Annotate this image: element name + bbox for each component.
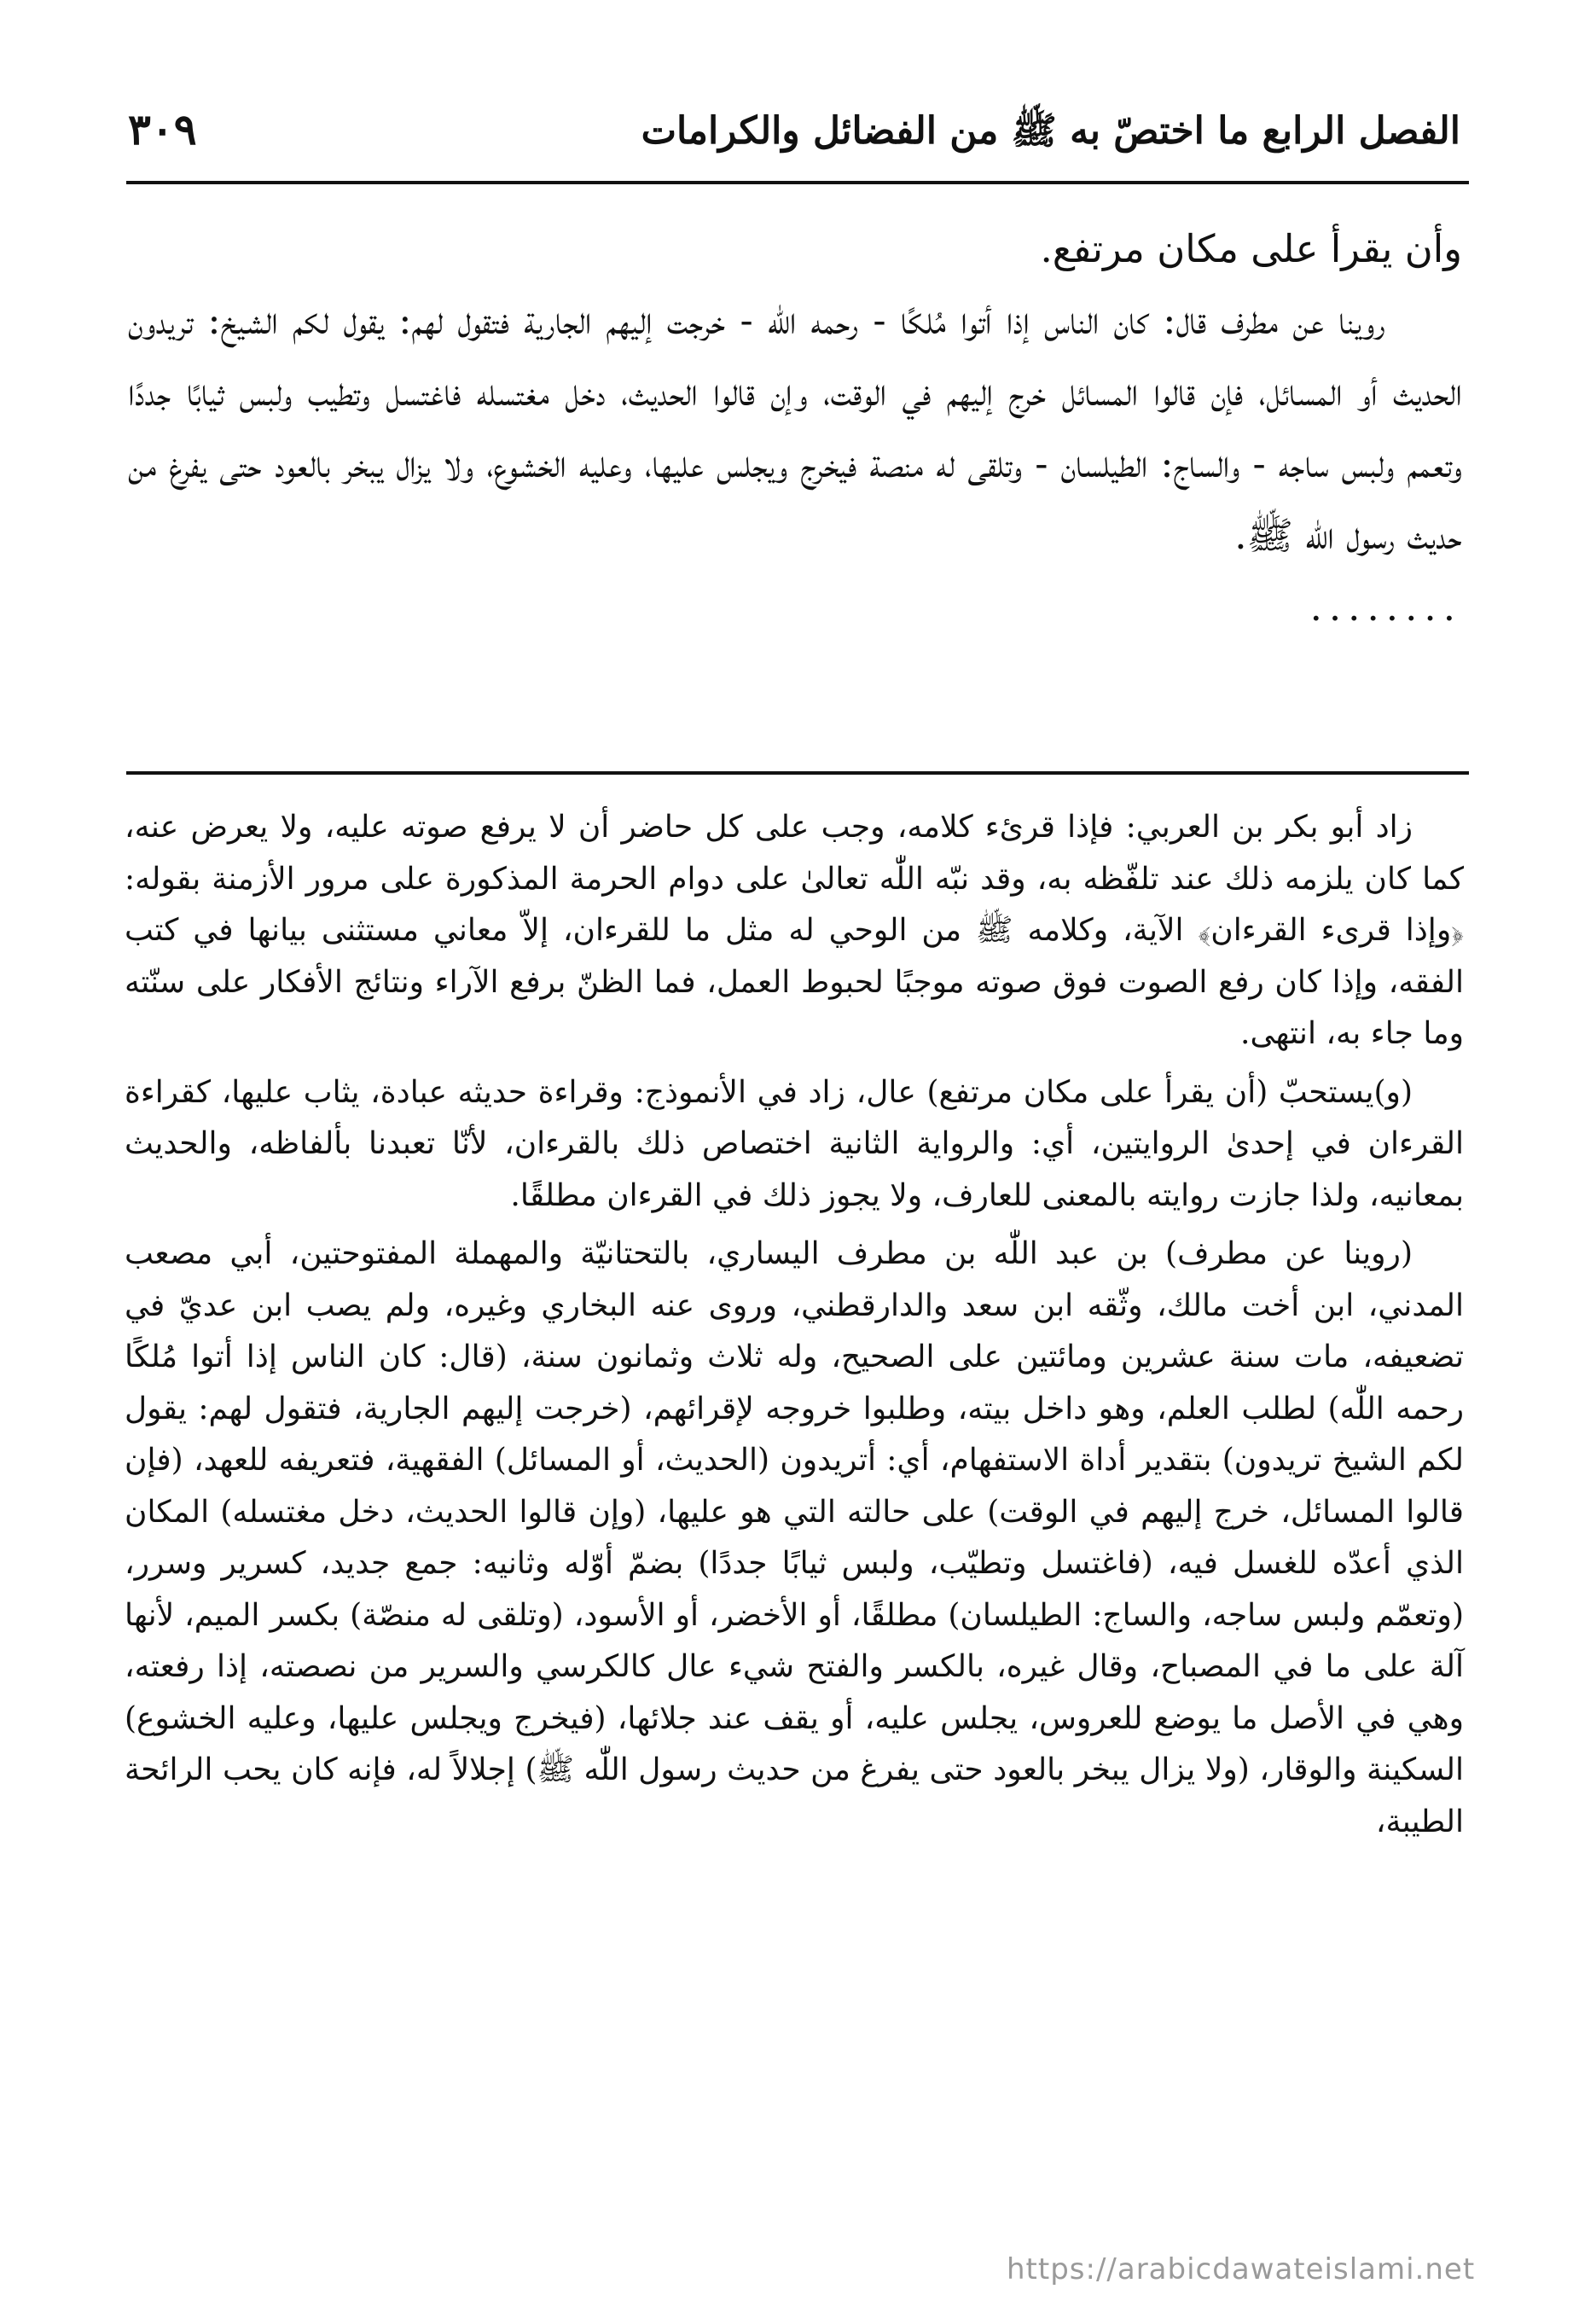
header-divider	[126, 181, 1469, 184]
main-text	[128, 213, 1462, 643]
page-number: ٣٠٩	[128, 104, 197, 154]
commentary-paragraph: (و)يستحبّ (أن يقرأ على مكان مرتفع) عال، زاد في الأنموذج: وقراءة حديثه عبادة، يثاب عليها، كقراءة القرءان في إحدىٰ الروايتين، أي: والرواية الثانية اختصاص ذلك بالقرءان، لأنّا تعبدنا بألفاظه، والحديث بمعانيه، ولذا جازت روايته بالمعنى للعارف، ولا يجوز ذلك في القرءان مطلقًا.	[125, 1074, 1464, 1213]
main-text-paragraph: روينا عن مطرف قال: كان الناس إذا أتوا مُلكًا - رحمه الله - خرجت إليهم الجارية فتقول لهم: يقول لكم الشيخ: تريدون الحديث أو المسائل، فإن قالوا المسائل خرج إليهم في الوقت، وإن قالوا الحديث، دخل مغتسله فاغتسل وتطيب ولبس ثيابًا جددًا وتعمم ولبس ساجه - والساج: الطيلسان - وتلقى له منصة فيخرج ويجلس عليها، وعليه الخشوع، ولا يزال يبخر بالعود حتى يفرغ من حديث رسول الله ﷺ.	[128, 298, 1462, 558]
commentary-paragraph: (روينا عن مطرف) بن عبد اللّٰه بن مطرف اليساري، بالتحتانيّة والمهملة المفتوحتين، أبي مصعب المدني، ابن أخت مالك، وثّقه ابن سعد والدارقطني، وروى عنه البخاري وغيره، ولم يصب ابن عديّ في تضعيفه، مات سنة عشرين ومائتين على الصحيح، وله ثلاث وثمانون سنة، (قال: كان الناس إذا أتوا مُلكًا رحمه اللّٰه) لطلب العلم، وهو داخل بيته، وطلبوا خروجه لإقرائهم، (خرجت إليهم الجارية، فتقول لهم: يقول لكم الشيخ تريدون) بتقدير أداة الاستفهام، أي: أتريدون (الحديث، أو المسائل) الفقهية، فتعريفه للعهد، (فإن قالوا المسائل، خرج إليهم في الوقت) على حالته التي هو عليها، (وإن قالوا الحديث، دخل مغتسله) المكان الذي أعدّه للغسل فيه، (فاغتسل وتطيّب، ولبس ثيابًا جددًا) بضمّ أوّله وثانيه: جمع جديد، كسرير وسرر، (وتعمّم ولبس ساجه، والساج: الطيلسان) مطلقًا، أو الأخضر، أو الأسود، (وتلقى له منصّة) بكسر الميم، لأنها آلة على ما في المصباح، وقال غيره، بالكسر والفتح شيء عال كالكرسي والسرير من نصصته، إذا رفعته، وهي في الأصل ما يوضع للعروس، يجلس عليه، أو يقف عند جلائها، (فيخرج ويجلس عليها، وعليه الخشوع) السكينة والوقار، (ولا يزال يبخر بالعود حتى يفرغ من حديث رسول اللّٰه ﷺ) إجلالاً له، فإنه كان يحب الرائحة الطيبة،	[125, 1236, 1464, 1839]
ellipsis-dots: ........	[1309, 584, 1462, 630]
running-header	[128, 101, 1460, 177]
commentary	[125, 802, 1464, 1855]
watermark-url: https://arabicdawateislami.net	[1007, 2252, 1476, 2286]
commentary-divider	[126, 771, 1469, 775]
chapter-title: الفصل الرابع ما اختصّ به ﷺ من الفضائل والكرامات	[641, 109, 1460, 153]
commentary-paragraph: زاد أبو بكر بن العربي: فإذا قرئء كلامه، وجب على كل حاضر أن لا يرفع صوته عليه، ولا يعرض عنه، كما كان يلزمه ذلك عند تلفّظه به، وقد نبّه اللّٰه تعالىٰ على دوام الحرمة المذكورة على مرور الأزمنة بقوله: ﴿وإذا قرىء القرءان﴾ الآية، وكلامه ﷺ من الوحي له مثل ما للقرءان، إلاّ معاني مستثنى بيانها في كتب الفقه، وإذا كان رفع الصوت فوق صوته موجبًا لحبوط العمل، فما الظنّ برفع الآراء ونتائج الأفكار على سنّته وما جاء به، انتهى.	[125, 810, 1464, 1051]
main-text-line: وأن يقرأ على مكان مرتفع.	[1040, 226, 1462, 271]
